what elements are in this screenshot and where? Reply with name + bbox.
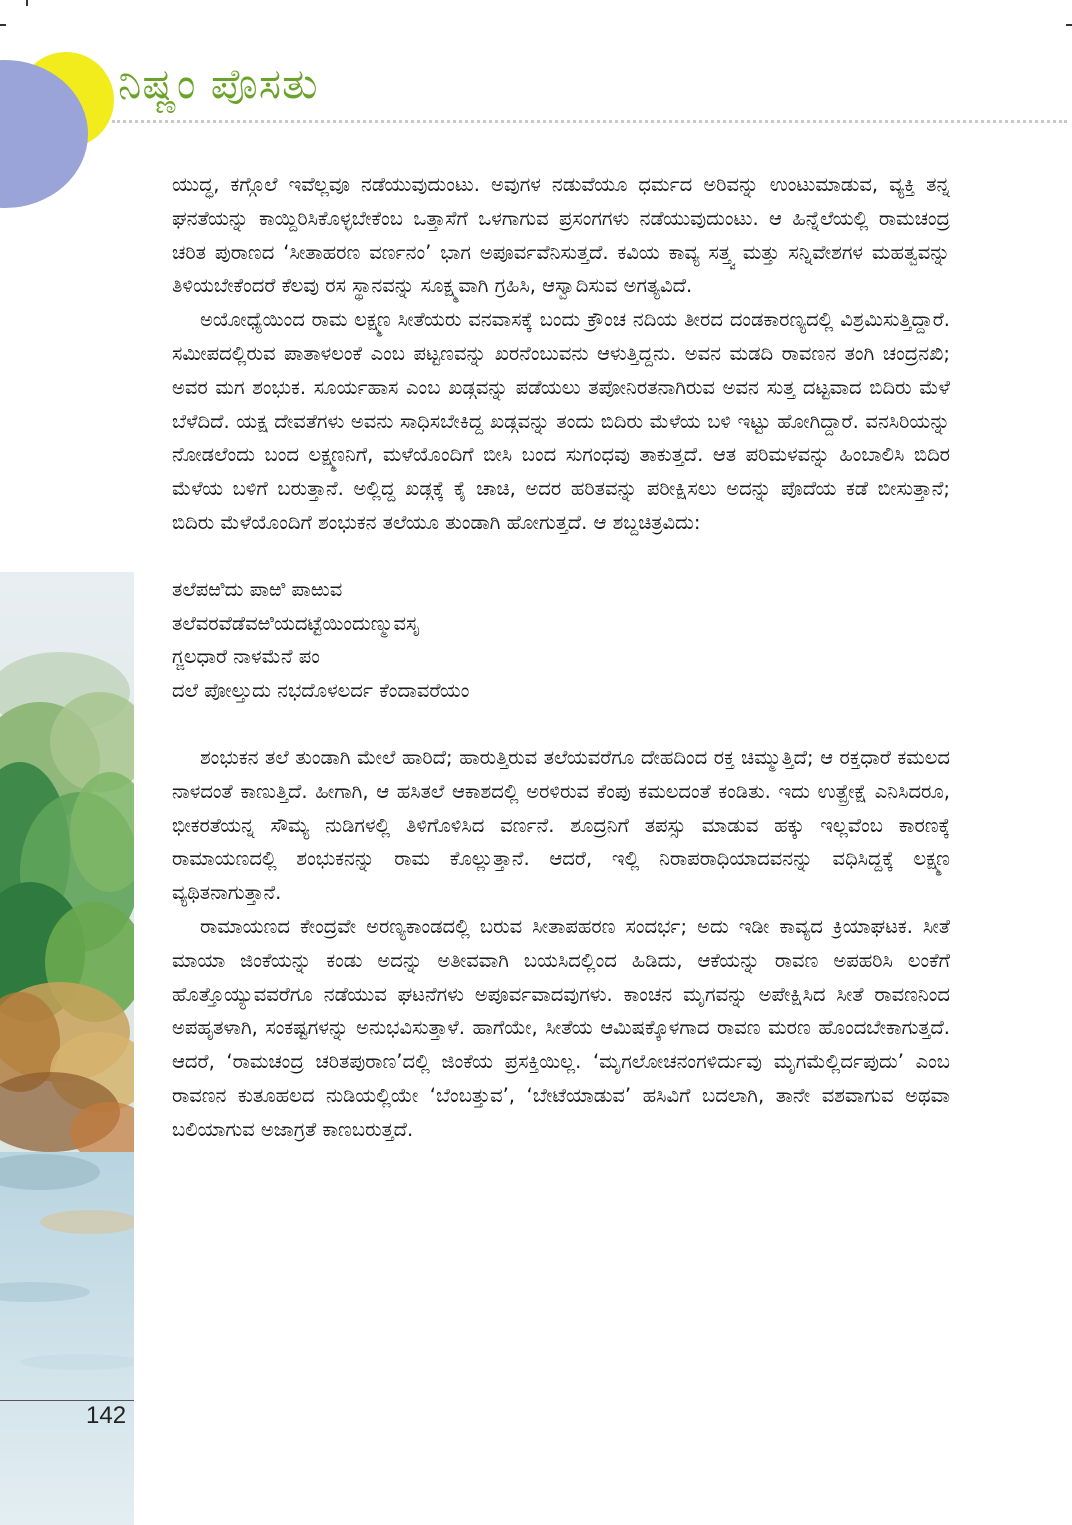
section-title: ನಿಷ್ಣಂ ಪೊಸತು [118, 59, 319, 108]
verse-line: ತಲೆಪಱಿದು ಪಾಱಿ ಪಾಱುವ [172, 577, 343, 601]
paragraph: ಯುದ್ಧ, ಕಗ್ಗೊಲೆ ಇವೆಲ್ಲವೂ ನಡೆಯುವುದುಂಟು. ಅವುಗಳ ನಡುವೆಯೂ ಧರ್ಮದ ಅರಿವನ್ನು ಉಂಟುಮಾಡುವ, ವ್ಯಕ್ತಿ ತನ್ನ ಘನತೆಯನ್ನು ಕಾಯ್ದಿರಿಸಿಕೊಳ್ಳಬೇಕೆಂಬ ಒತ್ತಾಸೆಗೆ ಒಳಗಾಗುವ ಪ್ರಸಂಗಗಳು ನಡೆಯುವುದುಂಟು. ಆ ಹಿನ್ನೆಲೆಯಲ್ಲಿ ರಾಮಚಂದ್ರ ಚರಿತ ಪುರಾಣದ ‘ಸೀತಾಹರಣ ವರ್ಣನಂ’ ಭಾಗ ಅಪೂರ್ವವೆನಿಸುತ್ತದೆ. ಕವಿಯ ಕಾವ್ಯ ಸತ್ತ್ವ ಮತ್ತು ಸನ್ನಿವೇಶಗಳ ಮಹತ್ವವನ್ನು ತಿಳಿಯಬೇಕೆಂದರೆ ಕೆಲವು ರಸ ಸ್ಥಾನವನ್ನು ಸೂಕ್ಷ್ಮವಾಗಿ ಗ್ರಹಿಸಿ, ಆಸ್ವಾದಿಸುವ ಅಗತ್ಯವಿದೆ. [172, 173, 950, 298]
paragraph: ರಾಮಾಯಣದ ಕೇಂದ್ರವೇ ಅರಣ್ಯಕಾಂಡದಲ್ಲಿ ಬರುವ ಸೀತಾಪಹರಣ ಸಂದರ್ಭ; ಅದು ಇಡೀ ಕಾವ್ಯದ ಕ್ರಿಯಾಘಟಕ. ಸೀತೆ ಮಾಯಾ ಜಿಂಕೆಯನ್ನು ಕಂಡು ಅದನ್ನು ಅತೀವವಾಗಿ ಬಯಸಿದಲ್ಲಿಂದ ಹಿಡಿದು, ಆಕೆಯನ್ನು ರಾವಣ ಅಪಹರಿಸಿ ಲಂಕೆಗೆ ಹೊತ್ತೊಯ್ಯುವವರೆಗೂ ನಡೆಯುವ ಘಟನೆಗಳು ಅಪೂರ್ವವಾದವುಗಳು. ಕಾಂಚನ ಮೃಗವನ್ನು ಅಪೇಕ್ಷಿಸಿದ ಸೀತೆ ರಾವಣನಿಂದ ಅಪಹೃತಳಾಗಿ, ಸಂಕಷ್ಟಗಳನ್ನು ಅನುಭವಿಸುತ್ತಾಳೆ. ಹಾಗೆಯೇ, ಸೀತೆಯ ಆಮಿಷಕ್ಕೊಳಗಾದ ರಾವಣ ಮರಣ ಹೊಂದಬೇಕಾಗುತ್ತದೆ. ಆದರೆ, ‘ರಾಮಚಂದ್ರ ಚರಿತಪುರಾಣ’ದಲ್ಲಿ ಜಿಂಕೆಯ ಪ್ರಸಕ್ತಿಯಿಲ್ಲ. ‘ಮೃಗಲೋಚನಂಗಳಿರ್ದುವು ಮೃಗಮೆಲ್ಲಿರ್ದಪುದು’ ಎಂಬ ರಾವಣನ ಕುತೂಹಲದ ನುಡಿಯಲ್ಲಿಯೇ ‘ಬೆಂಬತ್ತುವ’, ‘ಬೇಟೆಯಾಡುವ’ ಹಸಿವಿಗೆ ಬದಲಾಗಿ, ತಾನೇ ವಶವಾಗುವ ಅಥವಾ ಬಲಿಯಾಗುವ ಅಜಾಗ್ರತೆ ಕಾಣಬರುತ್ತದೆ. [172, 914, 950, 1141]
crop-mark [1066, 24, 1072, 26]
crop-mark [0, 24, 6, 26]
paragraph: ಅಯೋಧ್ಯೆಯಿಂದ ರಾಮ ಲಕ್ಷ್ಮಣ ಸೀತೆಯರು ವನವಾಸಕ್ಕೆ ಬಂದು ಕ್ರೌಂಚ ನದಿಯ ತೀರದ ದಂಡಕಾರಣ್ಯದಲ್ಲಿ ವಿಶ್ರಮಿಸುತ್ತಿದ್ದಾರೆ. ಸಮೀಪದಲ್ಲಿರುವ ಪಾತಾಳಲಂಕೆ ಎಂಬ ಪಟ್ಟಣವನ್ನು ಖರನೆಂಬುವನು ಆಳುತ್ತಿದ್ದನು. ಅವನ ಮಡದಿ ರಾವಣನ ತಂಗಿ ಚಂದ್ರನಖಿ; ಅವರ ಮಗ ಶಂಭುಕ. ಸೂರ್ಯಹಾಸ ಎಂಬ ಖಡ್ಗವನ್ನು ಪಡೆಯಲು ತಪೋನಿರತನಾಗಿರುವ ಅವನ ಸುತ್ತ ದಟ್ಟವಾದ ಬಿದಿರು ಮೆಳೆ ಬೆಳೆದಿದೆ. ಯಕ್ಷ ದೇವತೆಗಳು ಅವನು ಸಾಧಿಸಬೇಕಿದ್ದ ಖಡ್ಗವನ್ನು ತಂದು ಬಿದಿರು ಮೆಳೆಯ ಬಳಿ ಇಟ್ಟು ಹೋಗಿದ್ದಾರೆ. ವನಸಿರಿಯನ್ನು ನೋಡಲೆಂದು ಬಂದ ಲಕ್ಷ್ಮಣನಿಗೆ, ಮಳೆಯೊಂದಿಗೆ ಬೀಸಿ ಬಂದ ಸುಗಂಧವು ತಾಕುತ್ತದೆ. ಆತ ಪರಿಮಳವನ್ನು ಹಿಂಬಾಲಿಸಿ ಬಿದಿರ ಮೆಳೆಯ ಬಳಿಗೆ ಬರುತ್ತಾನೆ. ಅಲ್ಲಿದ್ದ ಖಡ್ಗಕ್ಕೆ ಕೈ ಚಾಚಿ, ಅದರ ಹರಿತವನ್ನು ಪರೀಕ್ಷಿಸಲು ಅದನ್ನು ಪೊದೆಯ ಕಡೆ ಬೀಸುತ್ತಾನೆ; ಬಿದಿರು ಮೆಳೆಯೊಂದಿಗೆ ಶಂಭುಕನ ತಲೆಯೂ ತುಂಡಾಗಿ ಹೋಗುತ್ತದೆ. ಆ ಶಬ್ದಚಿತ್ರವಿದು: [172, 308, 950, 534]
crop-mark [26, 0, 28, 6]
page-number-rule [0, 1400, 134, 1401]
body-text [172, 168, 950, 1147]
verse-line: ತಲೆವರವೆಡೆವಱಿಯದಟ್ಟೆಯಿಂದುಣ್ಮುವಸೃ [172, 611, 420, 635]
verse-block [172, 573, 950, 708]
title-dotted-rule [112, 120, 1067, 123]
watercolor-illustration [0, 572, 134, 1525]
verse-line: ದಲೆ ಪೋಲ್ತುದು ನಭದೊಳಲರ್ದ ಕೆಂದಾವರೆಯಂ [172, 679, 470, 703]
verse-line: ಗ್ಜಲಧಾರೆ ನಾಳಮೆನೆ ಪಂ [172, 645, 320, 669]
paragraph: ಶಂಭುಕನ ತಲೆ ತುಂಡಾಗಿ ಮೇಲೆ ಹಾರಿದೆ; ಹಾರುತ್ತಿರುವ ತಲೆಯವರೆಗೂ ದೇಹದಿಂದ ರಕ್ತ ಚಿಮ್ಮುತ್ತಿದೆ; ಆ ರಕ್ತಧಾರೆ ಕಮಲದ ನಾಳದಂತೆ ಕಾಣುತ್ತಿದೆ. ಹೀಗಾಗಿ, ಆ ಹಸಿತಲೆ ಆಕಾಶದಲ್ಲಿ ಅರಳಿರುವ ಕೆಂಪು ಕಮಲದಂತೆ ಕಂಡಿತು. ಇದು ಉತ್ಪ್ರೇಕ್ಷೆ ಎನಿಸಿದರೂ, ಭೀಕರತೆಯನ್ನ ಸೌಮ್ಯ ನುಡಿಗಳಲ್ಲಿ ತಿಳಿಗೊಳಿಸಿದ ವರ್ಣನೆ. ಶೂದ್ರನಿಗೆ ತಪಸ್ಸು ಮಾಡುವ ಹಕ್ಕು ಇಲ್ಲವೆಂಬ ಕಾರಣಕ್ಕೆ ರಾಮಾಯಣದಲ್ಲಿ ಶಂಭುಕನನ್ನು ರಾಮ ಕೊಲ್ಲುತ್ತಾನೆ. ಆದರೆ, ಇಲ್ಲಿ ನಿರಾಪರಾಧಿಯಾದವನನ್ನು ವಧಿಸಿದ್ದಕ್ಕೆ ಲಕ್ಷ್ಮಣ ವ್ಯಥಿತನಾಗುತ್ತಾನೆ. [172, 745, 950, 905]
page-number: 142 [86, 1402, 127, 1429]
